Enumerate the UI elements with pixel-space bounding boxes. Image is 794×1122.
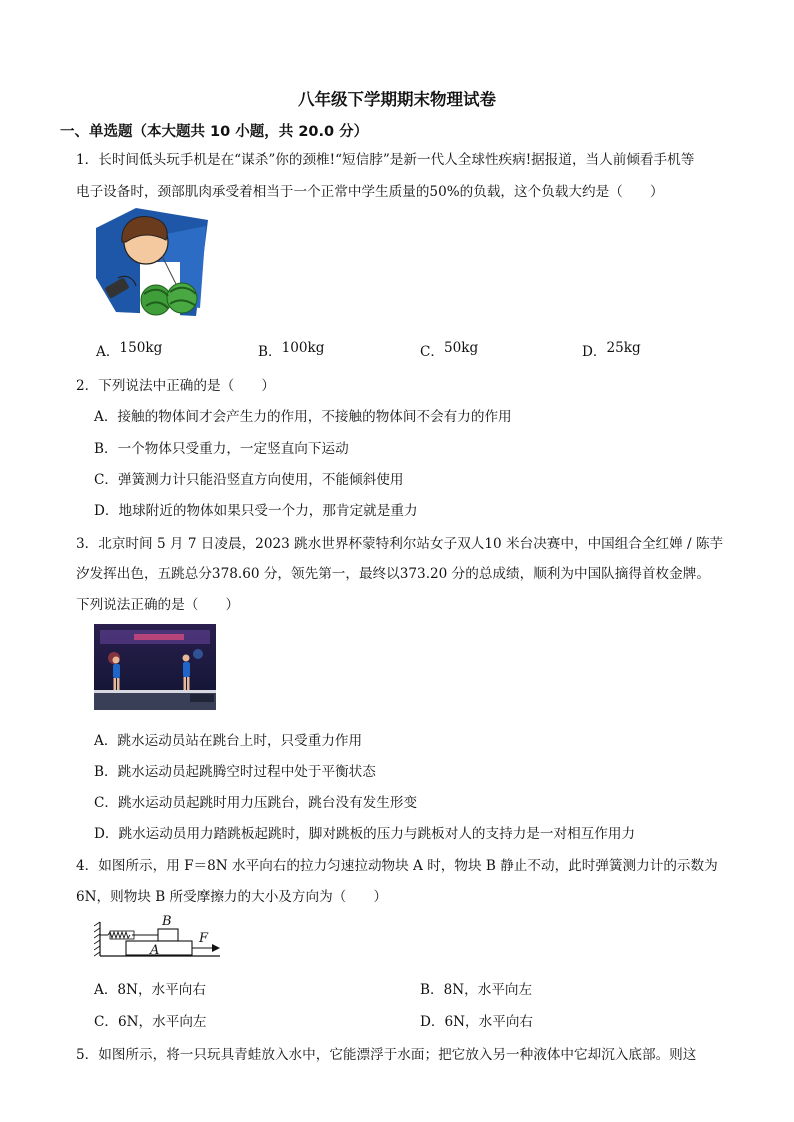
q4-spring-block-diagram	[94, 912, 222, 962]
q2-option-b[interactable]: B．一个物体只受重力，一定竖直向下运动	[94, 441, 349, 457]
q3-option-a[interactable]: A．跳水运动员站在跳台上时，只受重力作用	[94, 733, 363, 749]
q4-label-f: F	[199, 931, 209, 946]
q1-option-d-text: 25kg	[606, 340, 641, 356]
q1-stem-line1: 1．长时间低头玩手机是在“谋杀”你的颈椎!“短信脖”是新一代人全球性疾病!据报道，当人前倾看手机等	[76, 152, 695, 168]
q1-option-c[interactable]	[420, 340, 478, 360]
q4-label-a: A	[150, 943, 160, 958]
page-title: 八年级下学期期末物理试卷	[298, 90, 496, 109]
q3-stem-line2: 汐发挥出色，五跳总分378.60 分，领先第一，最终以373.20 分的总成绩，顺利为中国队摘得首枚金牌。	[76, 566, 710, 582]
q1-option-d-letter: D．	[582, 344, 607, 360]
q2-option-a[interactable]: A．接触的物体间才会产生力的作用，不接触的物体间不会有力的作用	[94, 409, 512, 425]
q4-option-d[interactable]: D．6N，水平向右	[420, 1014, 534, 1030]
q4-stem-line2: 6N，则物块 B 所受摩擦力的大小及方向为（ ）	[76, 889, 388, 905]
q1-phone-neck-illustration	[96, 208, 208, 316]
q1-option-b[interactable]	[258, 340, 324, 360]
q1-option-a-text: 150kg	[119, 340, 163, 356]
q1-stem-line2: 电子设备时，颈部肌肉承受着相当于一个正常中学生质量的50%的负载，这个负载大约是（ ）	[76, 184, 664, 200]
q2-stem: 2．下列说法中正确的是（ ）	[76, 378, 275, 394]
q4-option-b[interactable]: B．8N，水平向左	[420, 982, 533, 998]
q4-stem-line1: 4．如图所示，用 F＝8N 水平向右的拉力匀速拉动物块 A 时，物块 B 静止不动，此时弹簧测力计的示数为	[76, 858, 718, 874]
q2-option-c[interactable]: C．弹簧测力计只能沿竖直方向使用，不能倾斜使用	[94, 472, 404, 488]
q2-option-d[interactable]: D．地球附近的物体如果只受一个力，那肯定就是重力	[94, 503, 418, 519]
section-heading: 一、单选题（本大题共 10 小题，共 20.0 分）	[60, 124, 369, 140]
q1-option-c-text: 50kg	[444, 340, 479, 356]
q1-option-b-letter: B．	[258, 344, 282, 360]
q3-stem-line3: 下列说法正确的是（ ）	[76, 597, 240, 613]
q1-option-a[interactable]	[96, 340, 162, 360]
q5-stem-line1: 5．如图所示，将一只玩具青蛙放入水中，它能漂浮于水面；把它放入另一种液体中它却沉入底部。则这	[76, 1047, 697, 1063]
q3-diving-photo	[94, 624, 216, 710]
q1-option-a-letter: A．	[96, 344, 120, 360]
q3-option-c[interactable]: C．跳水运动员起跳时用力压跳台，跳台没有发生形变	[94, 795, 418, 811]
q4-label-b: B	[162, 914, 172, 929]
q3-stem-line1: 3．北京时间 5 月 7 日凌晨，2023 跳水世界杯蒙特利尔站女子双人10 米台决赛中，中国组合全红婵 / 陈芋	[76, 536, 724, 552]
q3-option-b[interactable]: B．跳水运动员起跳腾空时过程中处于平衡状态	[94, 764, 376, 780]
q1-option-b-text: 100kg	[281, 340, 325, 356]
q1-option-c-letter: C．	[420, 344, 444, 360]
q4-option-c[interactable]: C．6N，水平向左	[94, 1014, 207, 1030]
q3-option-d[interactable]: D．跳水运动员用力踏跳板起跳时，脚对跳板的压力与跳板对人的支持力是一对相互作用力	[94, 826, 636, 842]
q1-option-d[interactable]	[582, 340, 641, 360]
q4-option-a[interactable]: A．8N，水平向右	[94, 982, 206, 998]
